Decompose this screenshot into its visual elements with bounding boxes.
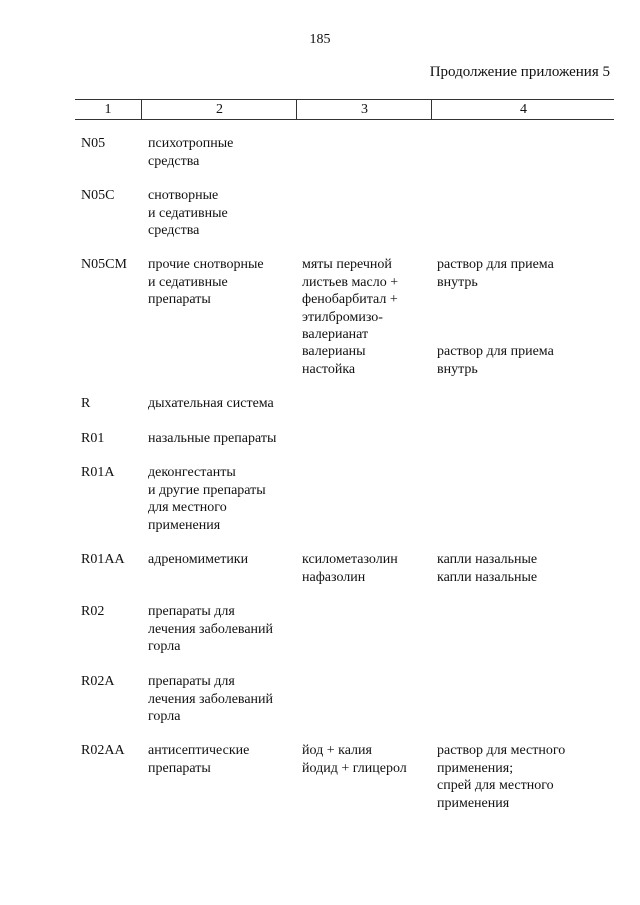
code-cell: R02 — [81, 604, 105, 619]
continuation-title: Продолжение приложения 5 — [429, 64, 610, 80]
name-cell: препараты для лечения заболеваний горла — [148, 674, 274, 724]
form-cell: раствор для местного применения; спрей для местного применения — [437, 743, 566, 811]
code-cell: N05 — [81, 136, 106, 151]
code-cell: R — [81, 396, 91, 411]
code-cell: R01AA — [81, 552, 125, 567]
code-cell: N05C — [81, 188, 115, 203]
name-cell: снотворные и седативные средства — [148, 188, 228, 238]
drug-cell: мяты перечной листьев масло + фенобарбитал + этилбромизо- валерианат — [302, 257, 399, 342]
code-cell: R02AA — [81, 743, 125, 758]
name-cell: назальные препараты — [148, 431, 277, 446]
header-col-4: 4 — [431, 100, 615, 119]
name-cell: деконгестанты и другие препараты для местного применения — [148, 465, 266, 533]
header-col-3: 3 — [296, 100, 432, 119]
code-cell: R01 — [81, 431, 105, 446]
name-cell: психотропные средства — [148, 136, 234, 169]
name-cell: прочие снотворные и седативные препараты — [148, 257, 264, 307]
form-cell: раствор для приема внутрь — [437, 257, 554, 290]
code-cell: N05CM — [81, 257, 127, 272]
page-number: 185 — [309, 32, 331, 47]
code-cell: R02A — [81, 674, 115, 689]
name-cell: препараты для лечения заболеваний горла — [148, 604, 274, 654]
form-cell: раствор для приема внутрь — [437, 344, 554, 377]
name-cell: дыхательная система — [148, 396, 274, 411]
drug-cell: йод + калия йодид + глицерол — [302, 743, 407, 776]
header-col-1: 1 — [104, 102, 112, 117]
drug-cell: ксилометазолин нафазолин — [302, 552, 398, 585]
form-cell: капли назальные капли назальные — [437, 552, 538, 585]
code-cell: R01A — [81, 465, 115, 480]
table-header — [75, 99, 614, 120]
drug-cell: валерианы настойка — [302, 344, 366, 377]
name-cell: антисептические препараты — [148, 743, 250, 776]
header-col-2: 2 — [141, 100, 297, 119]
name-cell: адреномиметики — [148, 552, 249, 567]
